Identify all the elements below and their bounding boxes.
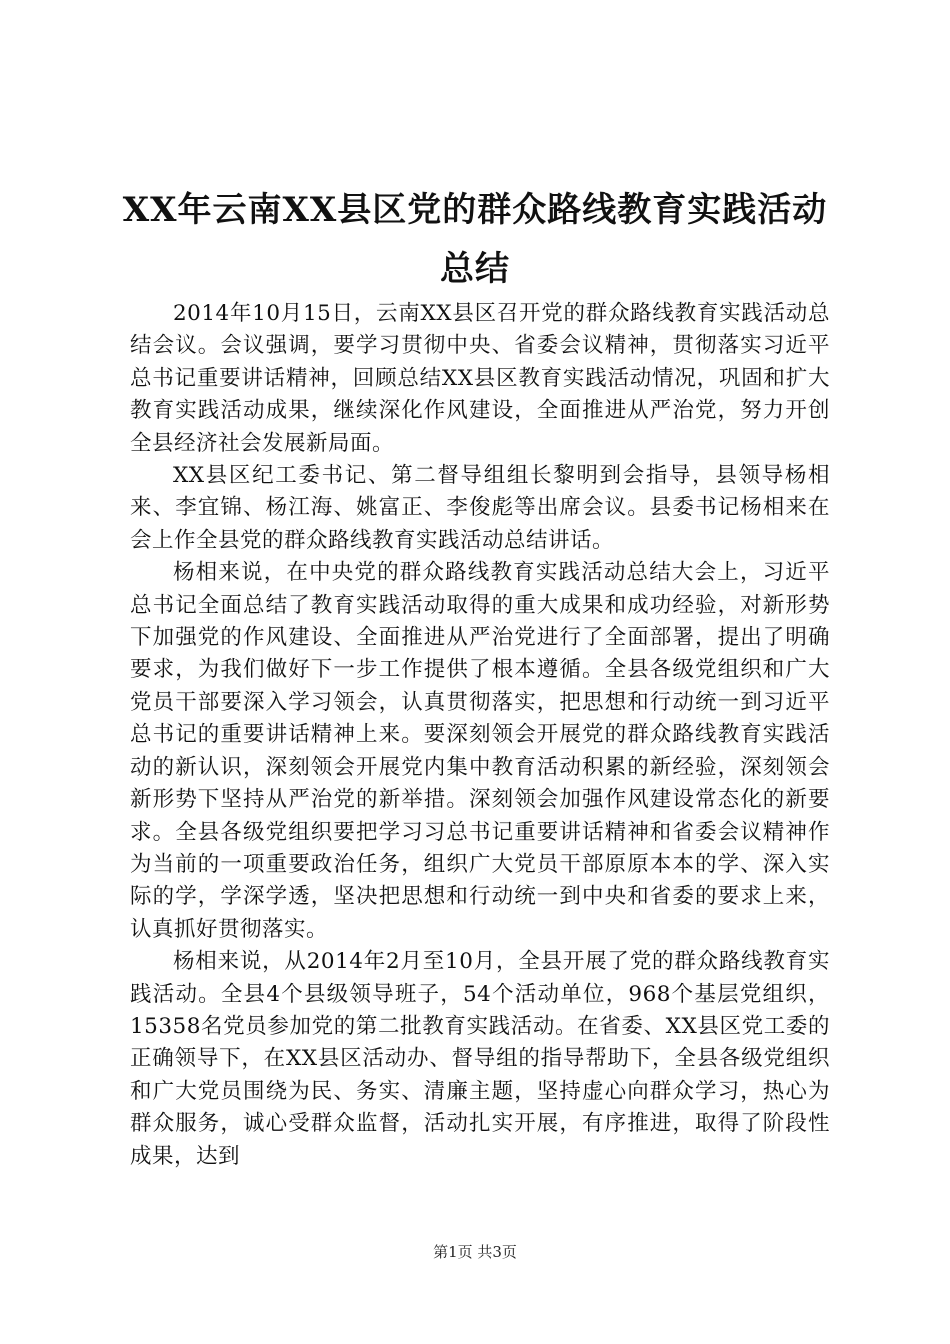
body-paragraph: 杨相来说，在中央党的群众路线教育实践活动总结大会上，习近平总书记全面总结了教育实践活动取得的重大成果和成功经验，对新形势下加强党的作风建设、全面推进从严治党进行了全面部署，提出了明确要求，为我们做好下一步工作提供了根本遵循。全县各级党组织和广大党员干部要深入学习领会，认真贯彻落实，把思想和行动统一到习近平总书记的重要讲话精神上来。要深刻领会开展党的群众路线教育实践活动的新认识，深刻领会开展党内集中教育活动积累的新经验，深刻领会新形势下坚持从严治党的新举措。深刻领会加强作风建设常态化的新要求。全县各级党组织要把学习习总书记重要讲话精神和省委会议精神作为当前的一项重要政治任务，组织广大党员干部原原本本的学、深入实际的学，学深学透，坚决把思想和行动统一到中央和省委的要求上来，认真抓好贯彻落实。 bbox=[130, 560, 830, 942]
document-body bbox=[130, 298, 830, 1173]
document-title-line-2: 总结 bbox=[440, 249, 510, 289]
document-title-line-1: XX年云南XX县区党的群众路线教育实践活动 bbox=[122, 190, 828, 230]
body-paragraph: 杨相来说，从2014年2月至10月，全县开展了党的群众路线教育实践活动。全县4个县级领导班子，54个活动单位，968个基层党组织，15358名党员参加党的第二批教育实践活动。在省委、XX县区党工委的正确领导下，在XX县区活动办、督导组的指导帮助下，全县各级党组织和广大党员围绕为民、务实、清廉主题，坚持虚心向群众学习，热心为群众服务，诚心受群众监督，活动扎实开展，有序推进，取得了阶段性成果，达到 bbox=[130, 949, 830, 1169]
page-footer: 第1页 共3页 bbox=[433, 1243, 517, 1261]
body-paragraph: 2014年10月15日，云南XX县区召开党的群众路线教育实践活动总结会议。会议强调，要学习贯彻中央、省委会议精神，贯彻落实习近平总书记重要讲话精神，回顾总结XX县区教育实践活动情况，巩固和扩大教育实践活动成果，继续深化作风建设，全面推进从严治党，努力开创全县经济社会发展新局面。 bbox=[130, 301, 830, 456]
body-paragraph: XX县区纪工委书记、第二督导组组长黎明到会指导，县领导杨相来、李宜锦、杨江海、姚富正、李俊彪等出席会议。县委书记杨相来在会上作全县党的群众路线教育实践活动总结讲话。 bbox=[130, 463, 830, 553]
